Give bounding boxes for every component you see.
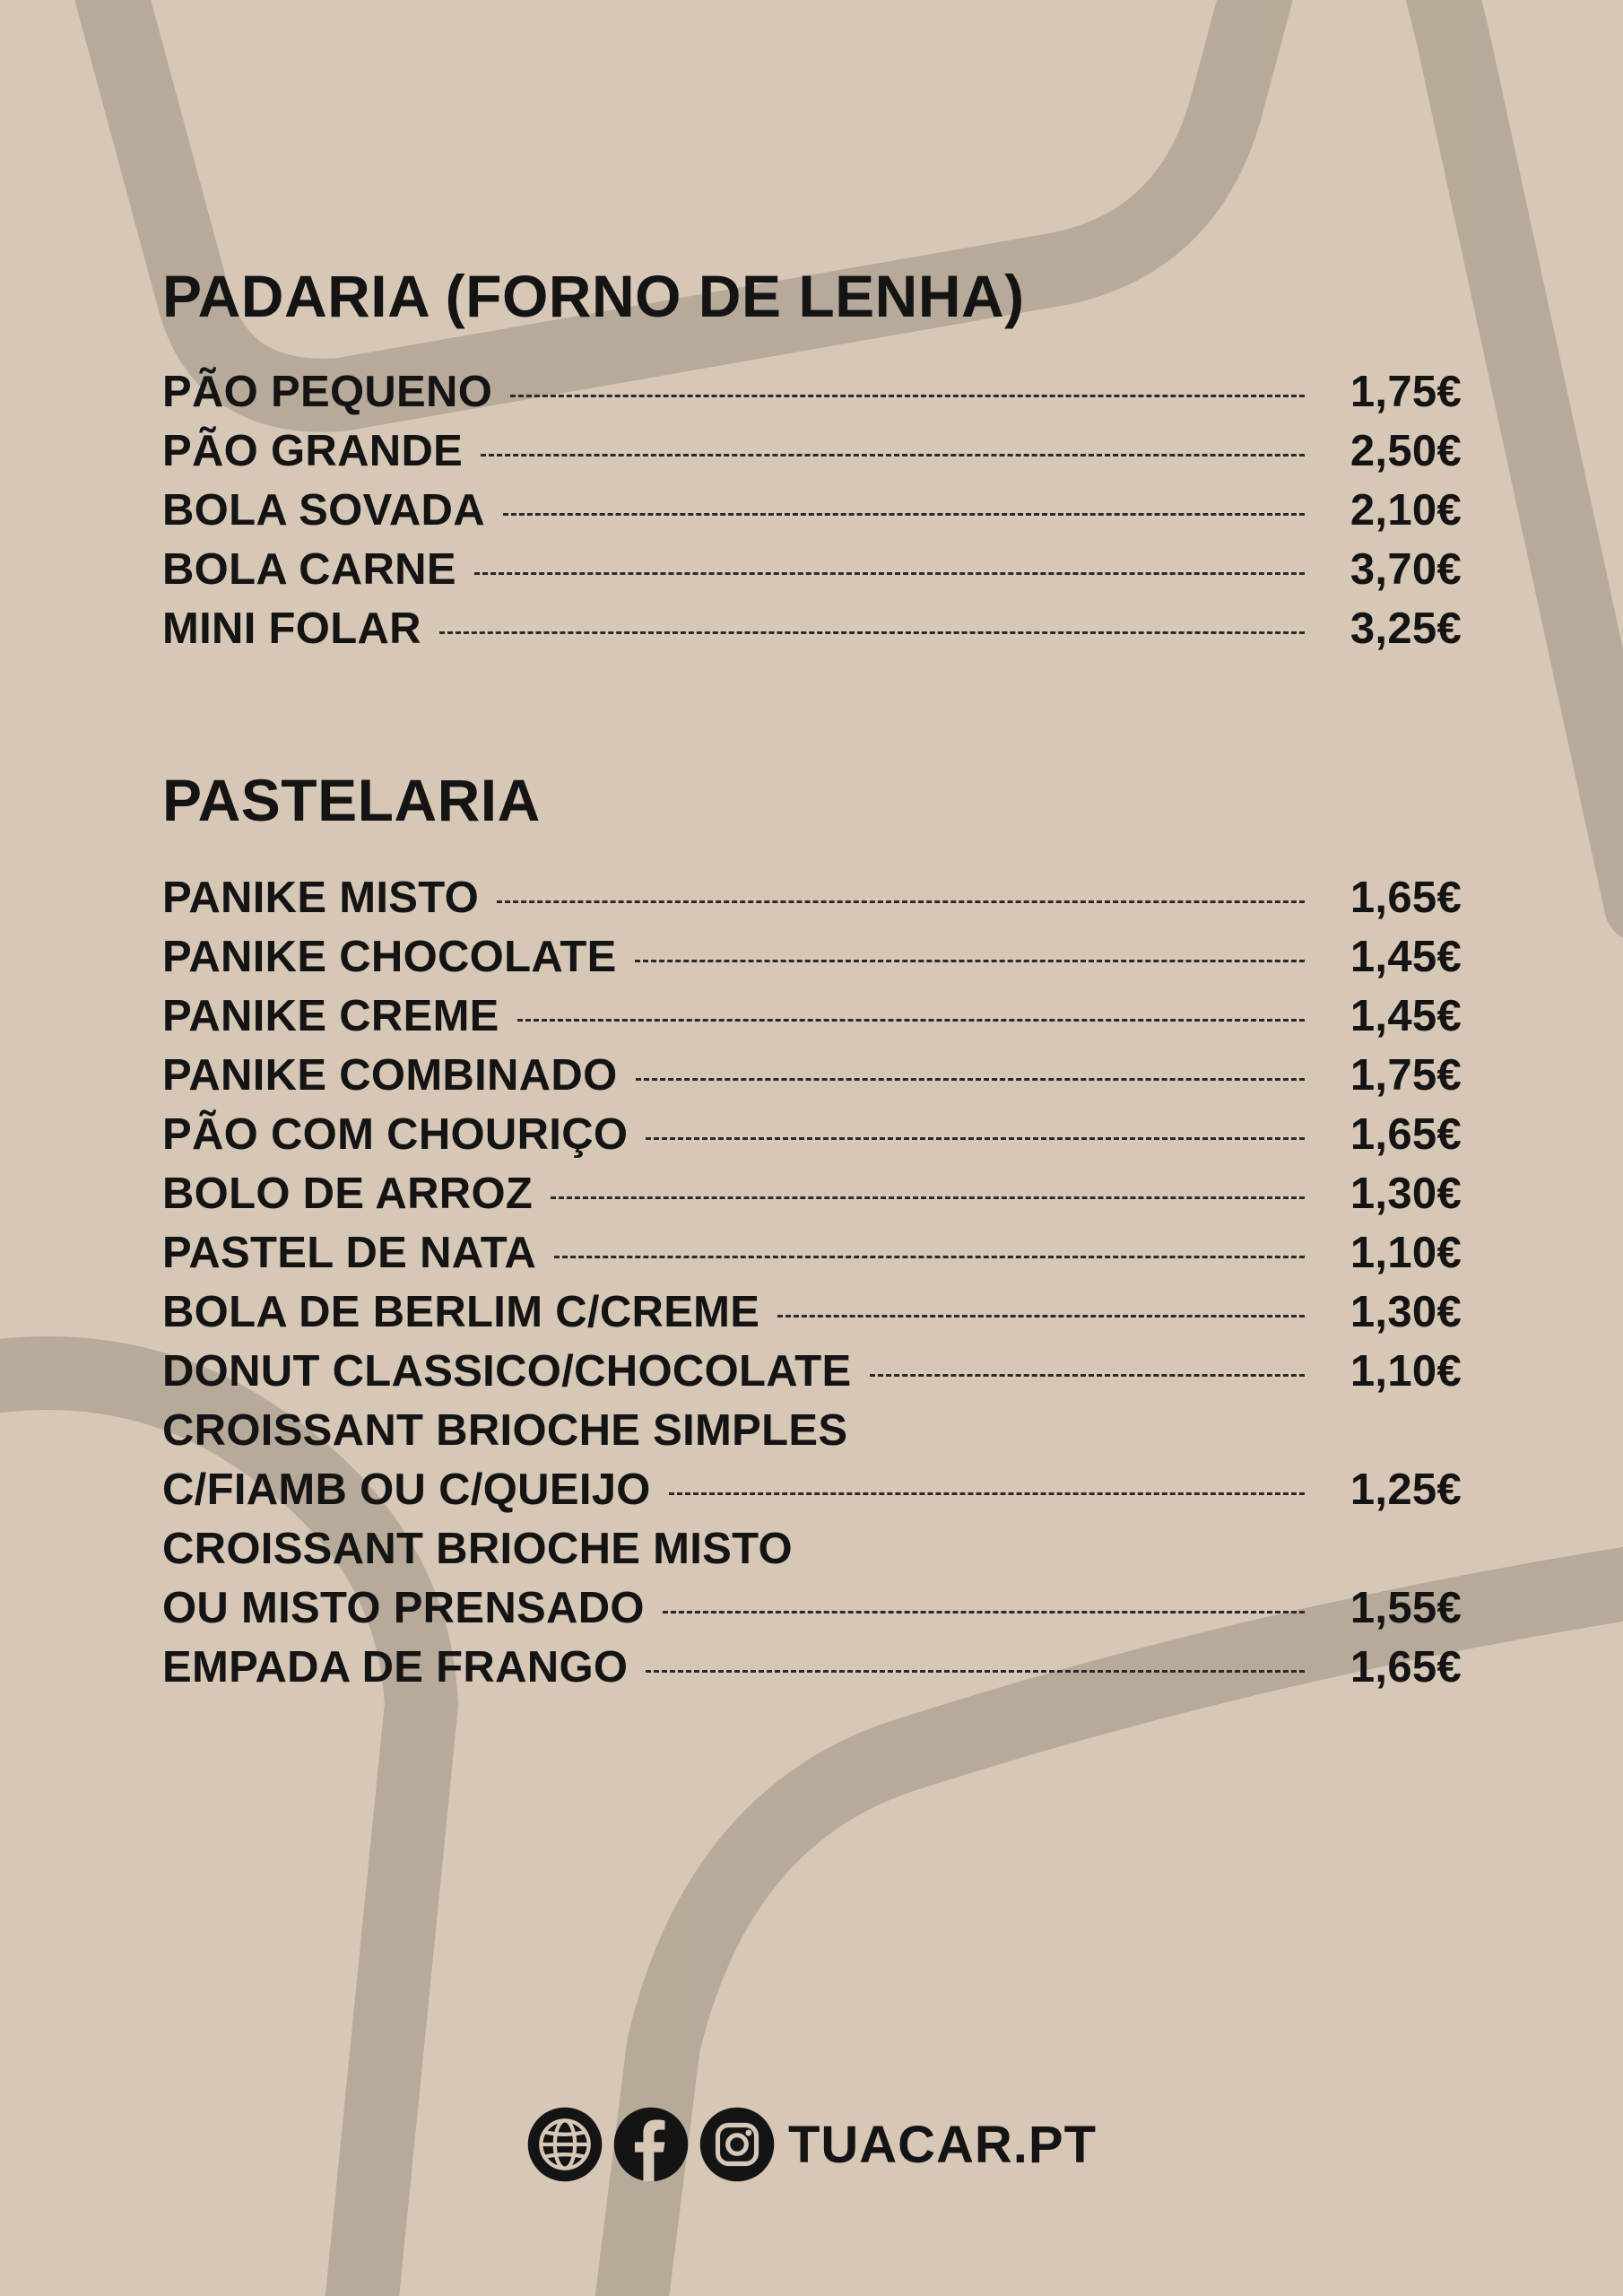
menu-list-padaria: [162, 362, 1462, 658]
item-price: 1,30€: [1350, 1170, 1462, 1218]
menu-item: [162, 868, 1462, 927]
menu-item: [162, 1342, 1462, 1401]
item-name: BOLO DE ARROZ: [162, 1170, 534, 1218]
menu-item: [162, 481, 1462, 540]
dotted-leader: [517, 1019, 1305, 1022]
dotted-leader: [439, 631, 1305, 634]
dotted-leader: [870, 1374, 1306, 1377]
menu-item: [162, 362, 1462, 422]
dotted-leader: [777, 1315, 1305, 1318]
item-price: 1,45€: [1350, 933, 1462, 981]
item-price: 3,25€: [1350, 604, 1462, 653]
item-name: PANIKE COMBINADO: [162, 1051, 618, 1100]
item-name: C/FIAMB OU C/QUEIJO: [162, 1465, 651, 1514]
dotted-leader: [510, 395, 1305, 397]
instagram-icon[interactable]: [699, 2106, 776, 2183]
menu-item: [162, 1223, 1462, 1283]
item-price: 2,10€: [1350, 486, 1462, 535]
item-price: 1,65€: [1350, 1643, 1462, 1692]
menu-item: [162, 599, 1462, 658]
menu-item: [162, 1164, 1462, 1223]
menu-list-pastelaria: [162, 868, 1462, 1697]
dotted-leader: [646, 1670, 1305, 1673]
item-name: EMPADA DE FRANGO: [162, 1643, 629, 1692]
dotted-leader: [503, 513, 1305, 516]
menu-item-first-line: [162, 1401, 1462, 1460]
item-name: PÃO GRANDE: [162, 427, 464, 475]
globe-icon[interactable]: [526, 2106, 603, 2183]
item-price: 1,30€: [1350, 1288, 1462, 1336]
item-price: 1,75€: [1350, 368, 1462, 416]
dotted-leader: [551, 1196, 1305, 1199]
menu-item: [162, 987, 1462, 1046]
section-title-padaria: PADARIA (FORNO DE LENHA): [162, 263, 1025, 329]
item-price: 1,65€: [1350, 1110, 1462, 1159]
section-title-pastelaria: PASTELARIA: [162, 767, 541, 833]
item-name: PÃO COM CHOURIÇO: [162, 1110, 629, 1159]
item-price: 1,25€: [1350, 1465, 1462, 1514]
item-price: 1,45€: [1350, 992, 1462, 1040]
dotted-leader: [663, 1611, 1305, 1613]
dotted-leader: [669, 1492, 1305, 1495]
item-price: 1,75€: [1350, 1051, 1462, 1100]
menu-item-first-line: [162, 1519, 1462, 1578]
menu-item: [162, 927, 1462, 987]
item-name: DONUT CLASSICO/CHOCOLATE: [162, 1347, 852, 1396]
menu-item: [162, 1105, 1462, 1164]
item-name: MINI FOLAR: [162, 604, 421, 653]
menu-item: [162, 540, 1462, 599]
dotted-leader: [481, 454, 1305, 457]
dotted-leader: [646, 1137, 1305, 1140]
item-name: PANIKE CREME: [162, 992, 499, 1040]
item-name: BOLA CARNE: [162, 545, 456, 594]
item-name: BOLA DE BERLIM C/CREME: [162, 1288, 760, 1336]
menu-item: [162, 1283, 1462, 1342]
menu-item: [162, 1460, 1462, 1519]
menu-item: [162, 1578, 1462, 1638]
dotted-leader: [474, 572, 1305, 575]
item-name: PÃO PEQUENO: [162, 368, 493, 416]
item-price: 1,10€: [1350, 1347, 1462, 1396]
item-name: CROISSANT BRIOCHE MISTO: [162, 1525, 793, 1573]
item-price: 1,55€: [1350, 1584, 1462, 1632]
item-price: 3,70€: [1350, 545, 1462, 594]
dotted-leader: [554, 1256, 1305, 1258]
menu-item: [162, 422, 1462, 481]
dotted-leader: [635, 960, 1305, 962]
facebook-icon[interactable]: [612, 2106, 690, 2183]
item-price: 2,50€: [1350, 427, 1462, 475]
item-price: 1,10€: [1350, 1229, 1462, 1277]
item-price: 1,65€: [1350, 874, 1462, 922]
item-name: CROISSANT BRIOCHE SIMPLES: [162, 1406, 848, 1455]
footer: [0, 2106, 1623, 2183]
item-name: PANIKE CHOCOLATE: [162, 933, 617, 981]
item-name: BOLA SOVADA: [162, 486, 485, 535]
menu-item: [162, 1046, 1462, 1105]
dotted-leader: [497, 900, 1305, 903]
item-name: PANIKE MISTO: [162, 874, 479, 922]
website-link[interactable]: TUACAR.PT: [787, 2115, 1098, 2174]
item-name: OU MISTO PRENSADO: [162, 1584, 645, 1632]
item-name: PASTEL DE NATA: [162, 1229, 537, 1277]
dotted-leader: [636, 1078, 1305, 1081]
menu-item: [162, 1638, 1462, 1697]
